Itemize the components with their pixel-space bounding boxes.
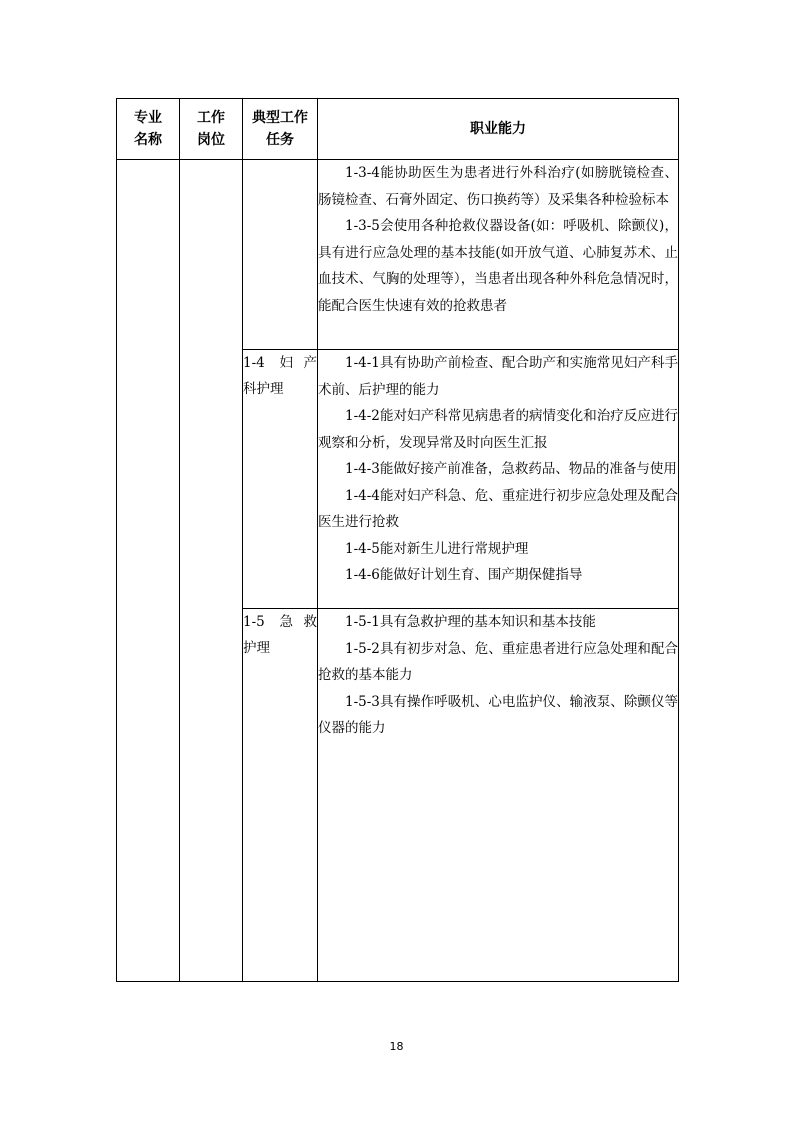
ability-item: 1-3-4能协助医生为患者进行外科治疗(如膀胱镜检查、肠镜检查、石膏外固定、伤口换药等）及采集各种检验标本 bbox=[318, 165, 678, 208]
task-label: 1-4 妇产 bbox=[243, 355, 317, 371]
competency-table bbox=[116, 98, 679, 982]
task-label: 1-5 急救 bbox=[243, 614, 317, 630]
header-ability: 职业能力 bbox=[318, 99, 679, 160]
task-cell bbox=[243, 160, 318, 350]
ability-item: 1-5-2具有初步对急、危、重症患者进行应急处理和配合抢救的基本能力 bbox=[318, 640, 678, 683]
ability-item: 1-4-6能做好计划生育、围产期保健指导 bbox=[345, 567, 583, 583]
ability-item: 1-4-2能对妇产科常见病患者的病情变化和治疗反应进行观察和分析，发现异常及时向医生汇报 bbox=[318, 408, 678, 451]
table-row bbox=[117, 160, 679, 350]
task-cell bbox=[243, 350, 318, 609]
ability-item: 1-5-3具有操作呼吸机、心电监护仪、输液泵、除颤仪等仪器的能力 bbox=[318, 693, 678, 736]
task-cell bbox=[243, 609, 318, 982]
header-task: 典型工作 任务 bbox=[243, 99, 318, 160]
task-label: 科护理 bbox=[243, 381, 284, 397]
major-cell bbox=[117, 160, 180, 982]
post-cell bbox=[180, 160, 243, 982]
ability-cell bbox=[318, 609, 679, 982]
ability-cell bbox=[318, 160, 679, 350]
ability-item: 1-4-5能对新生儿进行常规护理 bbox=[345, 540, 529, 557]
page-number: 18 bbox=[389, 1040, 404, 1053]
ability-item: 1-4-3能做好接产前准备，急救药品、物品的准备与使用 bbox=[345, 461, 677, 477]
task-label: 护理 bbox=[243, 640, 270, 656]
header-major: 专业 名称 bbox=[117, 99, 180, 160]
ability-item: 1-4-4能对妇产科急、危、重症进行初步应急处理及配合医生进行抢救 bbox=[318, 487, 678, 530]
ability-cell bbox=[318, 350, 679, 609]
ability-item: 1-3-5会使用各种抢救仪器设备(如：呼吸机、除颤仪)，具有进行应急处理的基本技能(如开放气道、心肺复苏术、止血技术、气胸的处理等），当患者出现各种外科危急情况时，能配合医生快速有效的抢救患者 bbox=[318, 218, 678, 314]
ability-item: 1-5-1具有急救护理的基本知识和基本技能 bbox=[345, 614, 596, 630]
header-post: 工作 岗位 bbox=[180, 99, 243, 160]
table-header-row bbox=[117, 99, 679, 160]
ability-item: 1-4-1具有协助产前检查、配合助产和实施常见妇产科手术前、后护理的能力 bbox=[318, 355, 678, 398]
